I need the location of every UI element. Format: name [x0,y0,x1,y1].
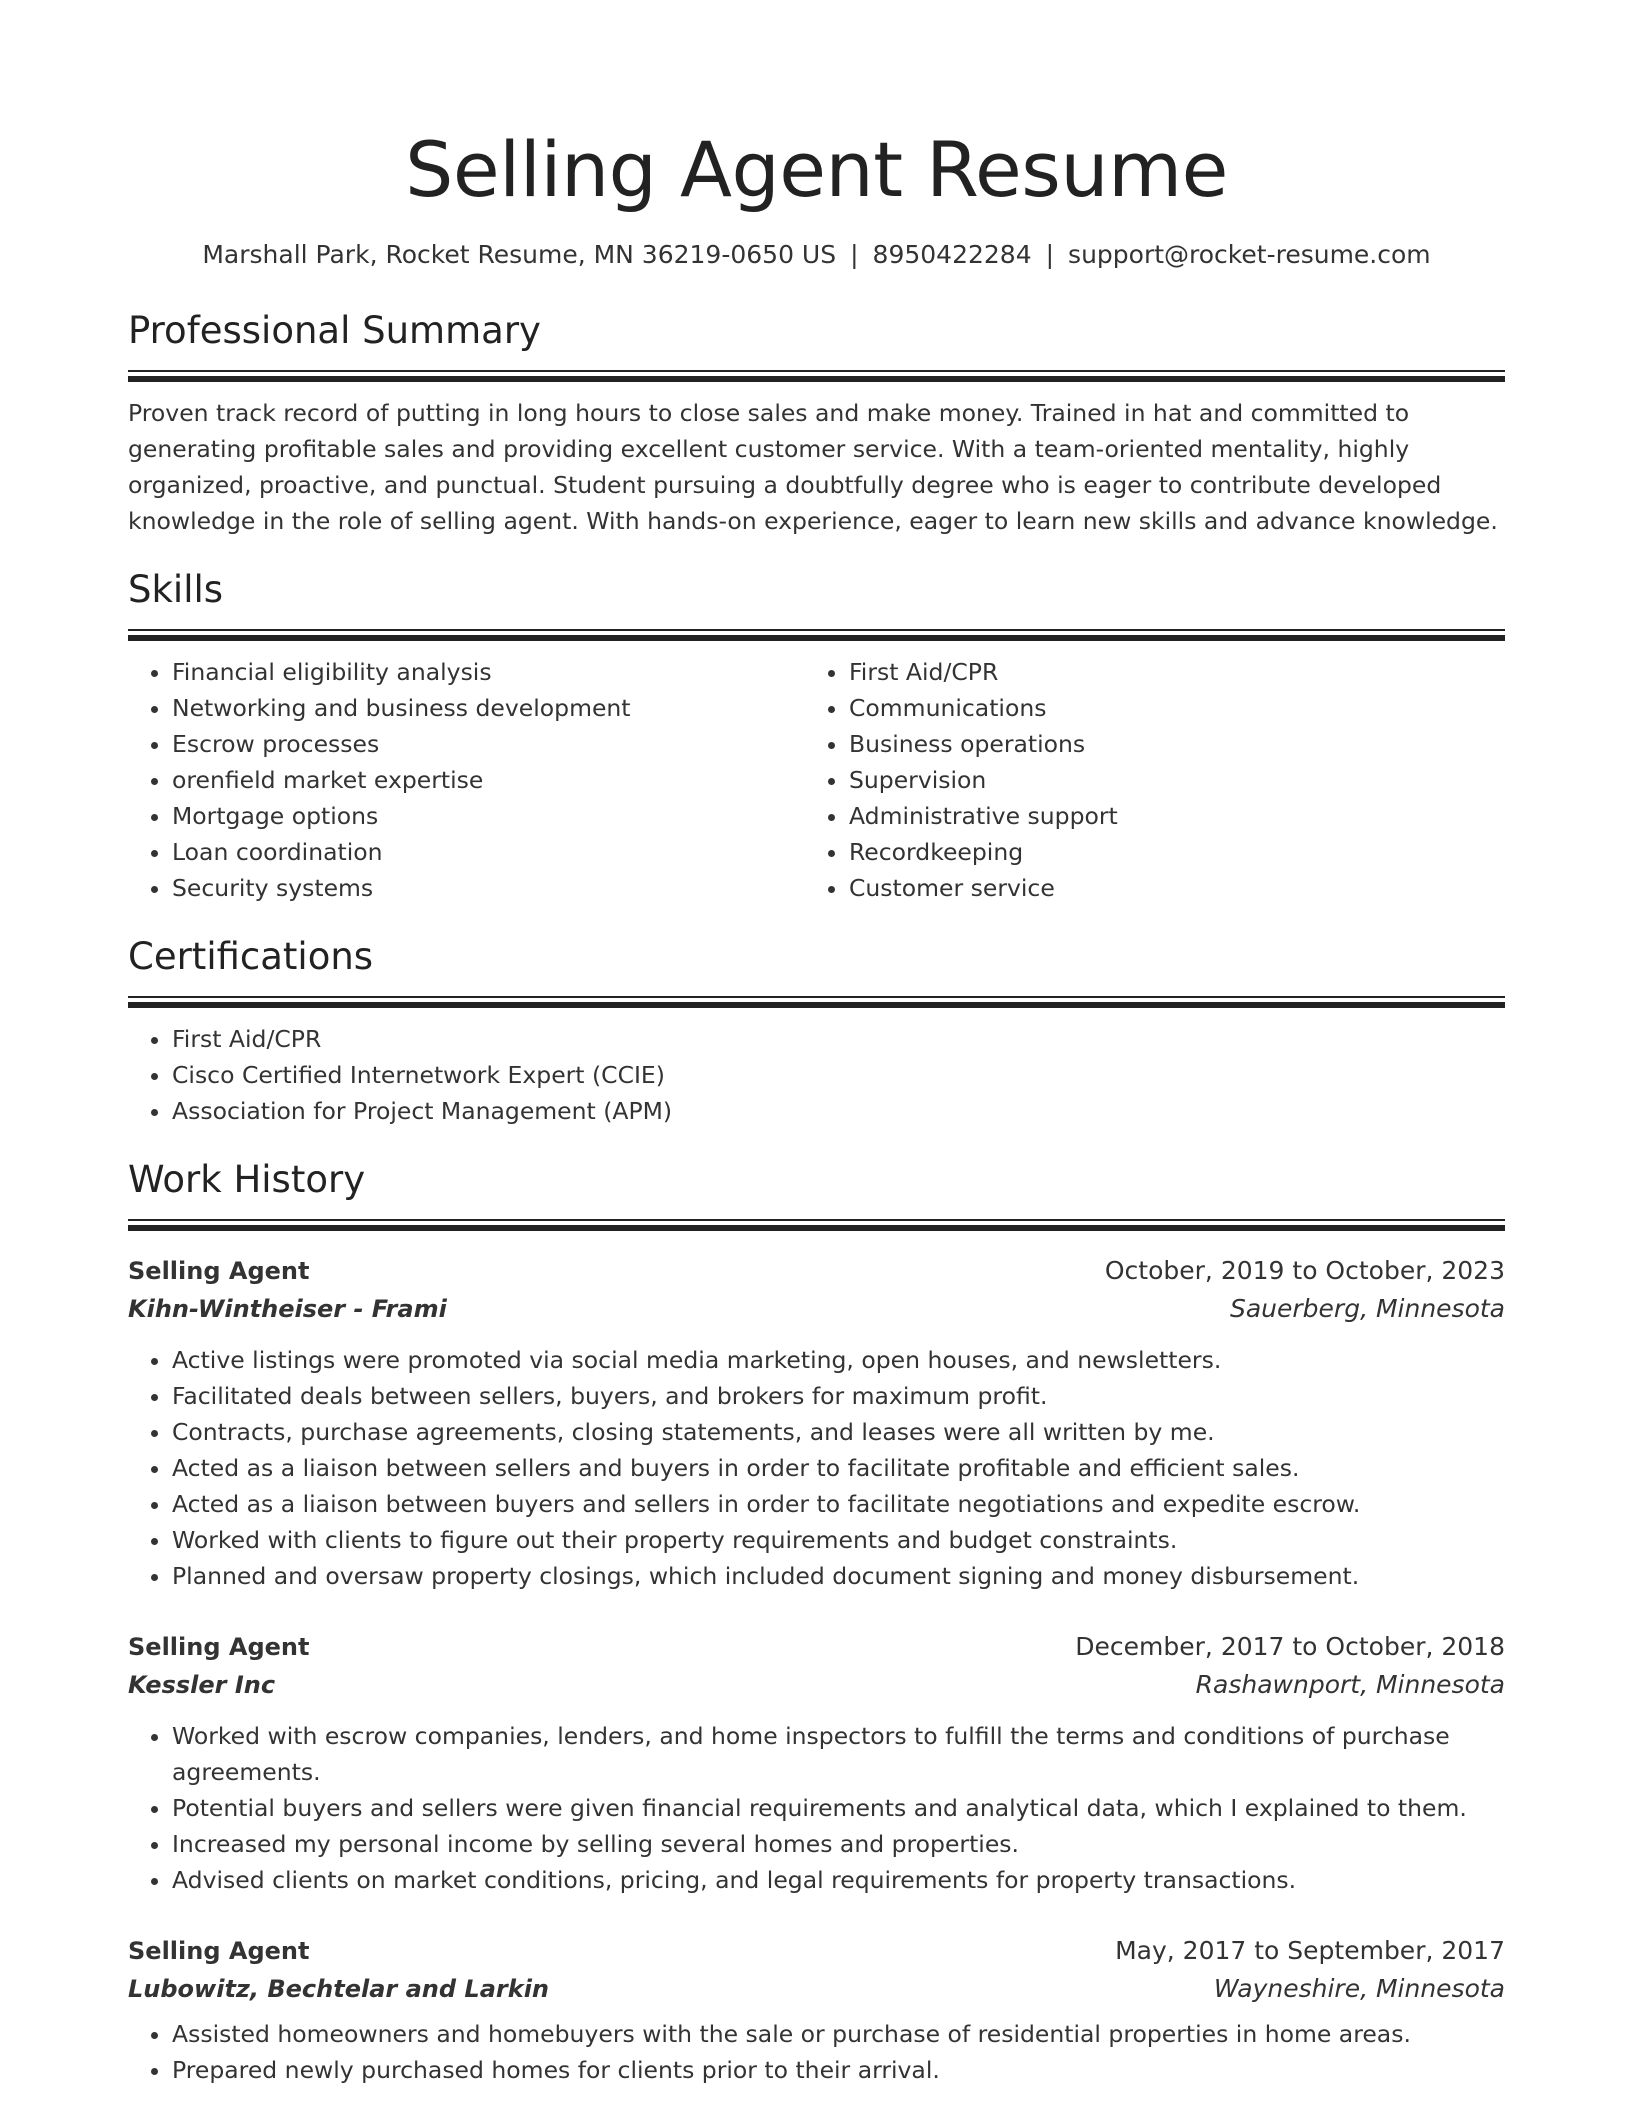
work-history-section [128,1155,1505,2088]
list-item: • orenfield market expertise [172,762,805,798]
list-item: • Active listings were promoted via social media marketing, open houses, and newsletters. [172,1342,1505,1378]
list-item: • Networking and business development [172,690,805,726]
skills-list-left [128,654,805,906]
job-company: Kessler Inc [128,1671,276,1699]
job-header [128,1628,1505,1666]
list-item: • Planned and oversaw property closings, which included document signing and money disbursement. [172,1558,1505,1594]
job-dates: December, 2017 to October, 2018 [1075,1632,1505,1661]
list-item: • Advised clients on market conditions, pricing, and legal requirements for property transactions. [172,1862,1505,1898]
job-header [128,1932,1505,1970]
job-subheader [128,1290,1505,1328]
skills-grid [128,654,1505,906]
section-divider [128,629,1505,640]
job-subheader [128,1666,1505,1704]
job-entry [128,1932,1505,2088]
list-item: • Worked with escrow companies, lenders, and home inspectors to fulfill the terms and conditions of purchase agreements. [172,1718,1505,1790]
job-bullets [128,2016,1505,2088]
certifications-section [128,932,1505,1129]
contact-phone: 8950422284 [872,240,1032,269]
list-item: • Business operations [849,726,1482,762]
contact-address: Marshall Park, Rocket Resume, MN 36219-0650 US [202,240,837,269]
list-item: • Loan coordination [172,834,805,870]
list-item: • Acted as a liaison between buyers and sellers in order to facilitate negotiations and expedite escrow. [172,1486,1505,1522]
job-entry [128,1252,1505,1594]
job-header [128,1252,1505,1290]
job-title: Selling Agent [128,1257,310,1285]
contact-email: support@rocket-resume.com [1068,240,1431,269]
list-item: • Administrative support [849,798,1482,834]
list-item: • Potential buyers and sellers were given financial requirements and analytical data, which I explained to them. [172,1790,1505,1826]
job-title: Selling Agent [128,1937,310,1965]
job-bullets [128,1342,1505,1594]
list-item: • Communications [849,690,1482,726]
certifications-list [128,1021,1505,1129]
list-item: • Supervision [849,762,1482,798]
contact-separator: | [1045,240,1055,269]
section-divider [128,370,1505,381]
job-bullets [128,1718,1505,1898]
list-item: • Escrow processes [172,726,805,762]
job-title: Selling Agent [128,1633,310,1661]
list-item: • Acted as a liaison between sellers and buyers in order to facilitate profitable and efficient sales. [172,1450,1505,1486]
list-item: • Financial eligibility analysis [172,654,805,690]
contact-line [128,238,1505,272]
list-item: • Contracts, purchase agreements, closing statements, and leases were all written by me. [172,1414,1505,1450]
job-dates: October, 2019 to October, 2023 [1104,1256,1505,1285]
list-item: • Facilitated deals between sellers, buyers, and brokers for maximum profit. [172,1378,1505,1414]
job-location: Sauerberg, Minnesota [1229,1294,1505,1323]
job-location: Rashawnport, Minnesota [1195,1670,1505,1699]
contact-separator: | [850,240,859,269]
skills-list-right [805,654,1482,906]
job-company: Kihn-Wintheiser - Frami [128,1295,447,1323]
list-item: • Prepared newly purchased homes for clients prior to their arrival. [172,2052,1505,2088]
list-item: • Increased my personal income by selling several homes and properties. [172,1826,1505,1862]
certifications-heading: Certifications [128,935,374,978]
list-item: • Security systems [172,870,805,906]
list-item: • First Aid/CPR [849,654,1482,690]
summary-heading: Professional Summary [128,309,541,352]
list-item: • Mortgage options [172,798,805,834]
list-item: • Assisted homeowners and homebuyers with the sale or purchase of residential properties in home areas. [172,2016,1505,2052]
list-item: • Cisco Certified Internetwork Expert (CCIE) [172,1057,1505,1093]
job-entry [128,1628,1505,1898]
work-history-heading: Work History [128,1158,366,1201]
section-divider [128,996,1505,1007]
job-dates: May, 2017 to September, 2017 [1115,1936,1505,1965]
list-item: • Association for Project Management (APM) [172,1093,1505,1129]
list-item: • Recordkeeping [849,834,1482,870]
list-item: • Worked with clients to figure out their property requirements and budget constraints. [172,1522,1505,1558]
resume-page [128,0,1505,2088]
summary-section [128,306,1505,539]
resume-title: Selling Agent Resume [405,125,1228,214]
job-company: Lubowitz, Bechtelar and Larkin [128,1975,550,2003]
section-divider [128,1219,1505,1230]
skills-heading: Skills [128,568,224,611]
job-subheader [128,1970,1505,2008]
job-location: Wayneshire, Minnesota [1213,1974,1505,2003]
summary-text: Proven track record of putting in long hours to close sales and make money. Trained in hat and committed to generating profitable sales and providing excellent customer service. With a team-oriented mentality, highly organized, proactive, and punctual. Student pursuing a doubtfully degree who is eager to contribute developed knowledge in the role of selling agent. With hands-on experience, eager to learn new skills and advance knowledge. [128,399,1498,535]
list-item: • Customer service [849,870,1482,906]
skills-section [128,565,1505,906]
list-item: • First Aid/CPR [172,1021,1505,1057]
